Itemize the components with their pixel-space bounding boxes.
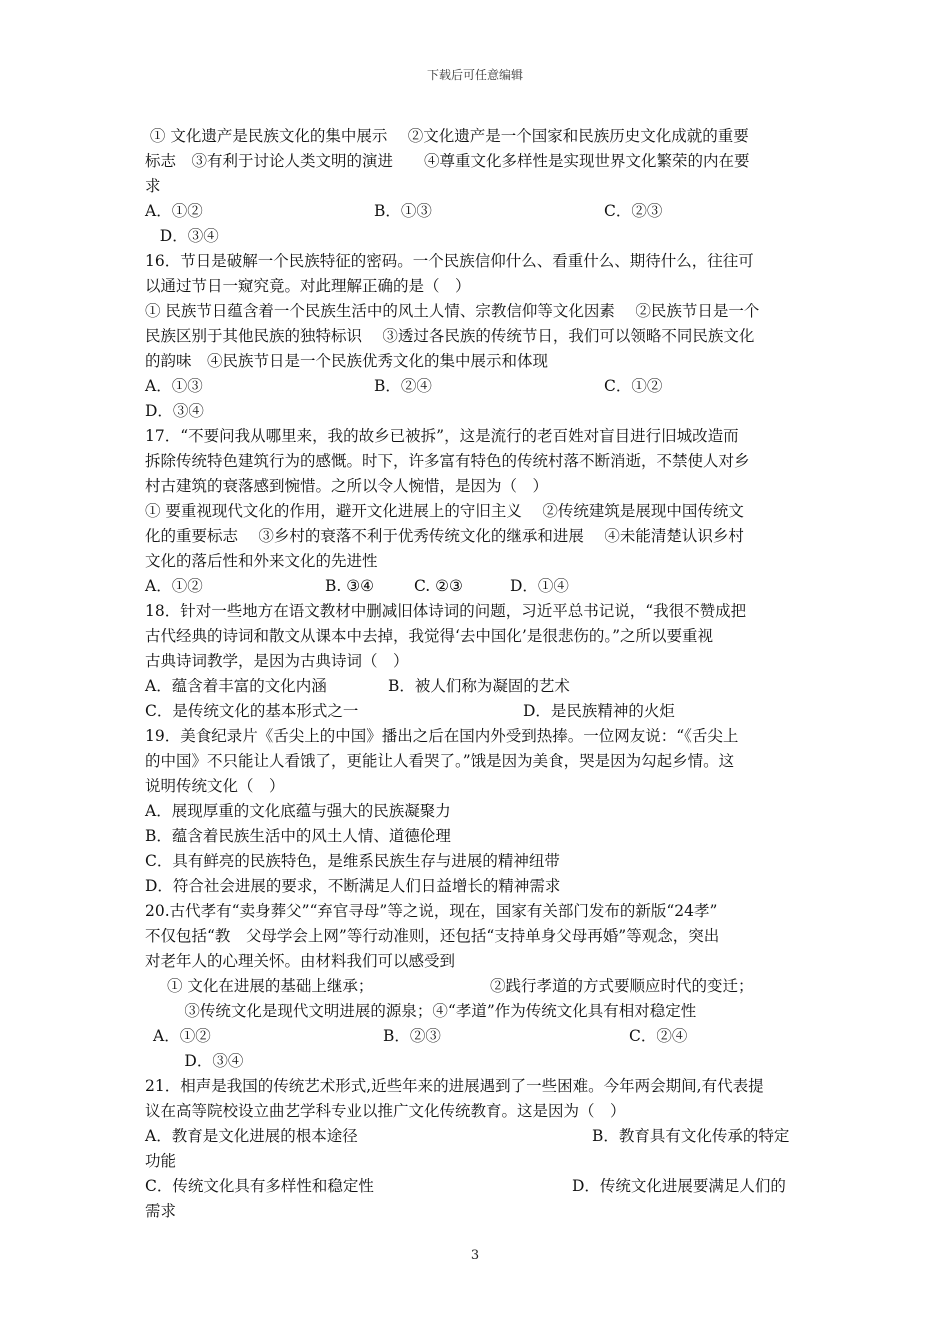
text-line: 标志 ③有利于讨论人类文明的演进 ④尊重文化多样性是实现世界文化繁荣的内在要 (145, 152, 750, 170)
text-line: 的中国》不只能让人看饿了，更能让人看哭了。”饿是因为美食，哭是因为勾起乡情。这 (145, 752, 735, 770)
answer-options-row (145, 974, 809, 999)
answer-option: A．教育是文化进展的根本途径 (145, 1127, 358, 1145)
text-line: D．符合社会进展的要求，不断满足人们日益增长的精神需求 (145, 877, 561, 895)
answer-options-row (145, 674, 809, 699)
answer-option: C．②③ (604, 202, 663, 220)
answer-options-row (145, 199, 809, 224)
answer-option: D．是民族精神的火炬 (523, 702, 675, 720)
text-line: 化的重要标志 ③乡村的衰落不利于优秀传统文化的继承和进展 ④未能清楚认识乡村 (145, 527, 744, 545)
text-line: 19．美食纪录片《舌尖上的中国》播出之后在国内外受到热捧。一位网友说：“《舌尖上 (145, 727, 739, 745)
answer-option: B．教育具有文化传承的特定 (592, 1127, 790, 1145)
document-body (145, 124, 809, 1224)
answer-option: B．①③ (374, 202, 432, 220)
answer-option: ① 文化在进展的基础上继承； (167, 977, 374, 995)
text-line: 求 (145, 177, 161, 195)
text-line: 不仅包括“教 父母学会上网”等行动准则，还包括“支持单身父母再婚”等观念，突出 (145, 927, 720, 945)
text-line: 21．相声是我国的传统艺术形式,近些年来的进展遇到了一些困难。今年两会期间,有代表提 (145, 1077, 764, 1095)
page-number: 3 (470, 1248, 480, 1263)
text-line: ① 文化遗产是民族文化的集中展示 ②文化遗产是一个国家和民族历史文化成就的重要 (145, 127, 749, 145)
text-line: 古代经典的诗词和散文从课本中去掉，我觉得‘去中国化’是很悲伤的。”之所以要重视 (145, 627, 714, 645)
answer-option: B．②③ (383, 1027, 441, 1045)
answer-option: A．蕴含着丰富的文化内涵 (145, 677, 327, 695)
text-line: 村古建筑的衰落感到惋惜。之所以令人惋惜，是因为（ ） (145, 477, 549, 495)
answer-option: B. ③④ (325, 577, 375, 595)
text-line: 以通过节日一窥究竟。对此理解正确的是（ ） (145, 277, 471, 295)
answer-option: ②践行孝道的方式要顺应时代的变迁； (490, 977, 754, 995)
answer-option: C．传统文化具有多样性和稳定性 (145, 1177, 374, 1195)
answer-option: D．①④ (510, 577, 569, 595)
answer-option: A．①② (145, 202, 203, 220)
answer-option: B．②④ (374, 377, 432, 395)
text-line: 古典诗词教学，是因为古典诗词（ ） (145, 652, 409, 670)
answer-option: C. ②③ (414, 577, 463, 595)
text-line: ① 民族节日蕴含着一个民族生活中的风土人情、宗教信仰等文化因素 ②民族节日是一个 (145, 302, 760, 320)
answer-option: B．被人们称为凝固的艺术 (388, 677, 570, 695)
answer-option: C．①② (604, 377, 663, 395)
page-header: 下载后可任意编辑 (426, 68, 523, 82)
text-line: B．蕴含着民族生活中的风土人情、道德伦理 (145, 827, 451, 845)
answer-option: C．②④ (629, 1027, 688, 1045)
text-line: D．③④ (145, 1052, 244, 1070)
text-line: 20.古代孝有“卖身葬父”“弃官寻母”等之说，现在，国家有关部门发布的新版“24孝” (145, 902, 718, 920)
text-line: 的韵味 ④民族节日是一个民族优秀文化的集中展示和体现 (145, 352, 549, 370)
text-line: 对老年人的心理关怀。由材料我们可以感受到 (145, 952, 456, 970)
text-line: 文化的落后性和外来文化的先进性 (145, 552, 378, 570)
answer-options-row (145, 574, 809, 599)
answer-options-row (145, 1174, 809, 1199)
answer-option: D．传统文化进展要满足人们的 (572, 1177, 786, 1195)
answer-option: C．是传统文化的基本形式之一 (145, 702, 359, 720)
text-line: D．③④ (145, 227, 219, 245)
text-line: 拆除传统特色建筑行为的感慨。时下，许多富有特色的传统村落不断消逝，不禁使人对乡 (145, 452, 750, 470)
answer-option: A．①② (145, 577, 203, 595)
answer-option: A．①② (153, 1027, 211, 1045)
text-line: ③传统文化是现代文明进展的源泉；④“孝道”作为传统文化具有相对稳定性 (145, 1002, 697, 1020)
answer-options-row (145, 699, 809, 724)
answer-options-row (145, 374, 809, 399)
answer-options-row (145, 1124, 809, 1149)
text-line: 说明传统文化（ ） (145, 777, 285, 795)
text-line: ① 要重视现代文化的作用，避开文化进展上的守旧主义 ②传统建筑是展现中国传统文 (145, 502, 744, 520)
text-line: 需求 (145, 1202, 177, 1220)
text-line: D．③④ (145, 402, 204, 420)
answer-option: A．①③ (145, 377, 203, 395)
text-line: 17．“不要问我从哪里来，我的故乡已被拆”，这是流行的老百姓对盲目进行旧城改造而 (145, 427, 739, 445)
text-line: 18．针对一些地方在语文教材中删减旧体诗词的问题，习近平总书记说，“我很不赞成把 (145, 602, 747, 620)
text-line: 功能 (145, 1152, 177, 1170)
text-line: 民族区别于其他民族的独特标识 ③透过各民族的传统节日，我们可以领略不同民族文化 (145, 327, 755, 345)
text-line: C．具有鲜亮的民族特色，是维系民族生存与进展的精神纽带 (145, 852, 560, 870)
text-line: 16．节日是破解一个民族特征的密码。一个民族信仰什么、看重什么、期待什么，往往可 (145, 252, 754, 270)
text-line: 议在高等院校设立曲艺学科专业以推广文化传统教育。这是因为（ ） (145, 1102, 626, 1120)
text-line: A．展现厚重的文化底蕴与强大的民族凝聚力 (145, 802, 451, 820)
answer-options-row (145, 1024, 809, 1049)
